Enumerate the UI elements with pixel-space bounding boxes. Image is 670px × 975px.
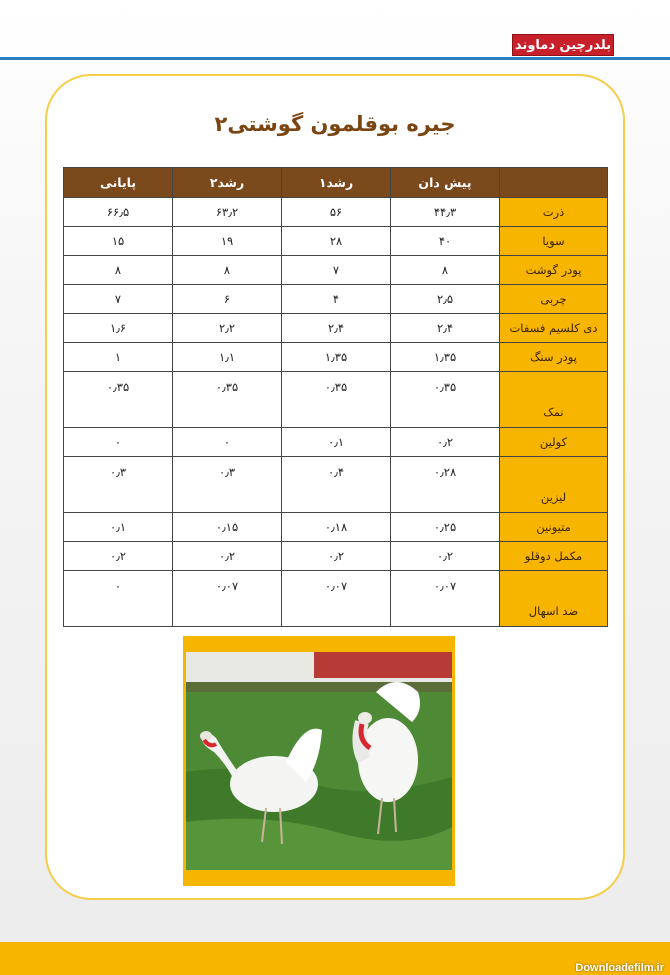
row-label: پودر گوشت (500, 256, 608, 285)
table-row (64, 343, 608, 372)
row-label: لیزین (500, 457, 608, 513)
table-row (64, 227, 608, 256)
table-cell: ۶۶٫۵ (64, 198, 173, 227)
table-cell: ۱٫۶ (64, 314, 173, 343)
turkeys-photo (186, 652, 452, 870)
table-cell: ۷ (282, 256, 391, 285)
table-cell: ۰٫۳ (173, 457, 282, 513)
table-cell: ۷ (64, 285, 173, 314)
row-label: کولین (500, 428, 608, 457)
brand-logo[interactable]: بلدرچین دماوند (512, 34, 614, 56)
table-cell: ۰٫۳۵ (282, 372, 391, 428)
table-row (64, 314, 608, 343)
row-label: نمک (500, 372, 608, 428)
table-cell: ۰٫۱ (282, 428, 391, 457)
header-cell-starter: پیش دان (391, 168, 500, 198)
table-cell: ۰ (64, 428, 173, 457)
table-cell: ۰٫۲ (173, 542, 282, 571)
table-cell: ۰٫۱۸ (282, 513, 391, 542)
table-cell: ۰٫۲۸ (391, 457, 500, 513)
table-cell: ۲۸ (282, 227, 391, 256)
table-cell: ۰٫۲ (64, 542, 173, 571)
header-cell-finisher: پایانی (64, 168, 173, 198)
table-cell: ۱٫۳۵ (391, 343, 500, 372)
table-row (64, 513, 608, 542)
table-cell: ۰٫۲ (391, 542, 500, 571)
table-cell: ۲٫۴ (391, 314, 500, 343)
table-cell: ۰ (173, 428, 282, 457)
table-cell: ۰٫۳۵ (64, 372, 173, 428)
table-cell: ۰٫۳ (64, 457, 173, 513)
table-row (64, 372, 608, 428)
table-cell: ۸ (64, 256, 173, 285)
table-cell: ۰٫۱۵ (173, 513, 282, 542)
row-label: مکمل دوقلو (500, 542, 608, 571)
table-row (64, 542, 608, 571)
table-cell: ۰٫۲ (282, 542, 391, 571)
table-row (64, 428, 608, 457)
table-row (64, 256, 608, 285)
table-cell: ۶۳٫۲ (173, 198, 282, 227)
row-label: دی کلسیم فسفات (500, 314, 608, 343)
watermark: Downloadefilm.ir (575, 962, 664, 974)
table-row (64, 457, 608, 513)
table-row (64, 285, 608, 314)
row-label: سویا (500, 227, 608, 256)
header-cell-grower1: رشد۱ (282, 168, 391, 198)
table-cell: ۱۹ (173, 227, 282, 256)
table-cell: ۰٫۱ (64, 513, 173, 542)
table-cell: ۱٫۱ (173, 343, 282, 372)
table-cell: ۰ (64, 571, 173, 627)
table-cell: ۸ (391, 256, 500, 285)
header-cell-grower2: رشد۲ (173, 168, 282, 198)
table-cell: ۰٫۰۷ (173, 571, 282, 627)
page-title: جیره بوقلمون گوشتی۲ (214, 112, 456, 136)
table-cell: ۰٫۲۵ (391, 513, 500, 542)
table-cell: ۰٫۰۷ (391, 571, 500, 627)
table-cell: ۴۴٫۳ (391, 198, 500, 227)
footer-band (0, 942, 670, 975)
table-cell: ۰٫۰۷ (282, 571, 391, 627)
row-label: ضد اسهال (500, 571, 608, 627)
table-cell: ۱ (64, 343, 173, 372)
table-cell: ۶ (173, 285, 282, 314)
photo-frame (183, 636, 455, 886)
table-cell: ۰٫۲ (391, 428, 500, 457)
table-row (64, 571, 608, 627)
header-rule (0, 57, 670, 60)
table-cell: ۰٫۳۵ (391, 372, 500, 428)
row-label: ذرت (500, 198, 608, 227)
table-cell: ۱٫۳۵ (282, 343, 391, 372)
row-label: پودر سنگ (500, 343, 608, 372)
table-cell: ۴ (282, 285, 391, 314)
table-cell: ۰٫۴ (282, 457, 391, 513)
table-cell: ۲٫۲ (173, 314, 282, 343)
table-cell: ۸ (173, 256, 282, 285)
header-cell-label (500, 168, 608, 198)
table-cell: ۴۰ (391, 227, 500, 256)
row-label: متیونین (500, 513, 608, 542)
table-cell: ۲٫۵ (391, 285, 500, 314)
table-cell: ۰٫۳۵ (173, 372, 282, 428)
table-cell: ۵۶ (282, 198, 391, 227)
table-cell: ۲٫۴ (282, 314, 391, 343)
table-row (64, 198, 608, 227)
row-label: چربی (500, 285, 608, 314)
diet-table (63, 167, 608, 627)
table-cell: ۱۵ (64, 227, 173, 256)
table-header-row (64, 168, 608, 198)
